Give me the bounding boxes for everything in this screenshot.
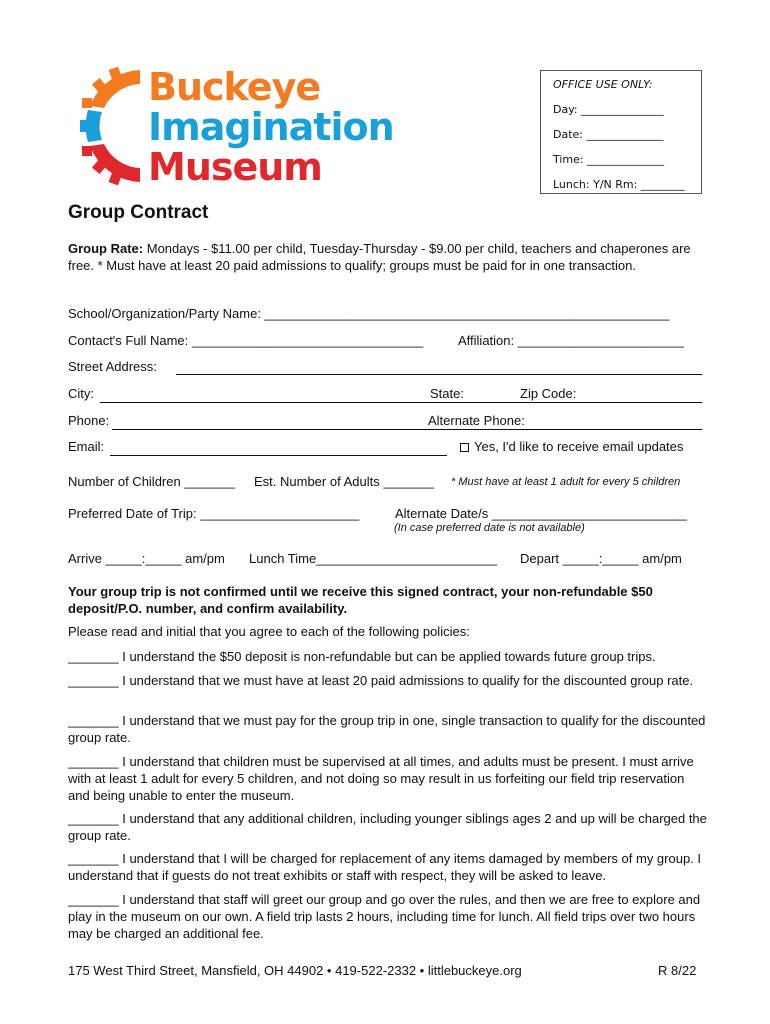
- policy-item-supervision: _______ I understand that children must be supervised at all times, and adults must be present. I must arrive with at least 1 adult for every 5 children, and not doing so may result in us forfeiting our field trip reservation and being unable to enter the museum.: [68, 754, 694, 803]
- depart-time-field[interactable]: Depart _____:_____ am/pm: [520, 551, 682, 566]
- alternate-date-field[interactable]: Alternate Date/s ___________________________: [395, 506, 688, 521]
- policy-item-duration: _______ I understand that staff will greet our group and go over the rules, and then we are free to explore and play in the museum on our own. A field trip lasts 2 hours, including time for lunch. All field trips over two hours may be charged an additional fee.: [68, 892, 701, 941]
- policy-item-additional-children: _______ I understand that any additional children, including younger siblings ages 2 and up will be charged the group rate.: [68, 811, 707, 843]
- policy-item-min-admissions: _______ I understand that we must have at least 20 paid admissions to qualify for the discounted group rate.: [68, 673, 694, 688]
- school-name-field[interactable]: School/Organization/Party Name: ________________________________________________________: [68, 306, 670, 321]
- phone-label: Phone:: [68, 413, 110, 428]
- adult-ratio-note: * Must have at least 1 adult for every 5 children: [451, 476, 681, 488]
- office-use-box: [540, 70, 702, 194]
- revision-label: R 8/22: [658, 963, 697, 978]
- email-updates-checkbox[interactable]: [460, 443, 469, 452]
- email-updates-option[interactable]: [460, 439, 683, 454]
- gear-logo-icon: [80, 66, 152, 186]
- page-title: Group Contract: [68, 202, 209, 223]
- email-input-line[interactable]: [110, 455, 447, 456]
- phone-input-line[interactable]: [112, 429, 702, 430]
- city-label: City:: [68, 386, 94, 401]
- confirmation-notice: Your group trip is not confirmed until we receive this signed contract, your non-refundable $50 deposit/P.O. number, and confirm availability.: [68, 584, 653, 616]
- preferred-date-field[interactable]: Preferred Date of Trip: ______________________: [68, 506, 360, 521]
- affiliation-field[interactable]: Affiliation: _______________________: [458, 333, 685, 348]
- street-address-label: Street Address:: [68, 359, 157, 374]
- logo-line-imagination: Imagination: [148, 105, 394, 149]
- alternate-date-note: (In case preferred date is not available): [394, 522, 585, 534]
- office-time-field[interactable]: Time: ______________: [553, 153, 665, 166]
- state-label: State:: [430, 386, 464, 401]
- policy-item-deposit: _______ I understand the $50 deposit is non-refundable but can be applied towards future group trips.: [68, 649, 656, 664]
- city-state-zip-input-line[interactable]: [100, 402, 702, 403]
- arrive-time-field[interactable]: Arrive _____:_____ am/pm: [68, 551, 225, 566]
- group-rate-text: Mondays - $11.00 per child, Tuesday-Thursday - $9.00 per child, teachers and chaperones are free. * Must have at least 20 paid admissions to qualify; groups must be paid for in one transaction.: [68, 241, 691, 273]
- group-rate-label: Group Rate:: [68, 241, 144, 256]
- contact-name-field[interactable]: Contact's Full Name: ________________________________: [68, 333, 424, 348]
- logo-line-museum: Museum: [148, 145, 322, 189]
- policy-item-single-transaction: _______ I understand that we must pay for the group trip in one, single transaction to qualify for the discounted group rate.: [68, 713, 706, 745]
- number-of-adults-field[interactable]: Est. Number of Adults _______: [254, 474, 434, 489]
- museum-logo: [80, 65, 394, 189]
- read-initial-instruction: Please read and initial that you agree to each of the following policies:: [68, 624, 470, 639]
- email-label: Email:: [68, 439, 105, 454]
- footer-address: 175 West Third Street, Mansfield, OH 44902 • 419-522-2332 • littlebuckeye.org: [68, 963, 522, 978]
- number-of-children-field[interactable]: Number of Children _______: [68, 474, 235, 489]
- zip-code-label: Zip Code:: [520, 386, 577, 401]
- office-day-field[interactable]: Day: _______________: [553, 103, 664, 116]
- office-date-field[interactable]: Date: ______________: [553, 128, 664, 141]
- lunch-time-field[interactable]: Lunch Time_________________________: [249, 551, 497, 566]
- logo-line-buckeye: Buckeye: [148, 65, 321, 109]
- office-use-title: OFFICE USE ONLY:: [553, 78, 653, 91]
- email-updates-label: Yes, I'd like to receive email updates: [474, 439, 684, 454]
- alternate-phone-label: Alternate Phone:: [428, 413, 525, 428]
- group-rate-paragraph: [68, 240, 708, 274]
- policy-item-damages: _______ I understand that I will be charged for replacement of any items damaged by members of my group. I understand that if guests do not treat exhibits or staff with respect, they will be asked to leave.: [68, 851, 702, 883]
- street-address-input-line[interactable]: [176, 374, 702, 375]
- office-lunch-field[interactable]: Lunch: Y/N Rm: ________: [553, 178, 685, 191]
